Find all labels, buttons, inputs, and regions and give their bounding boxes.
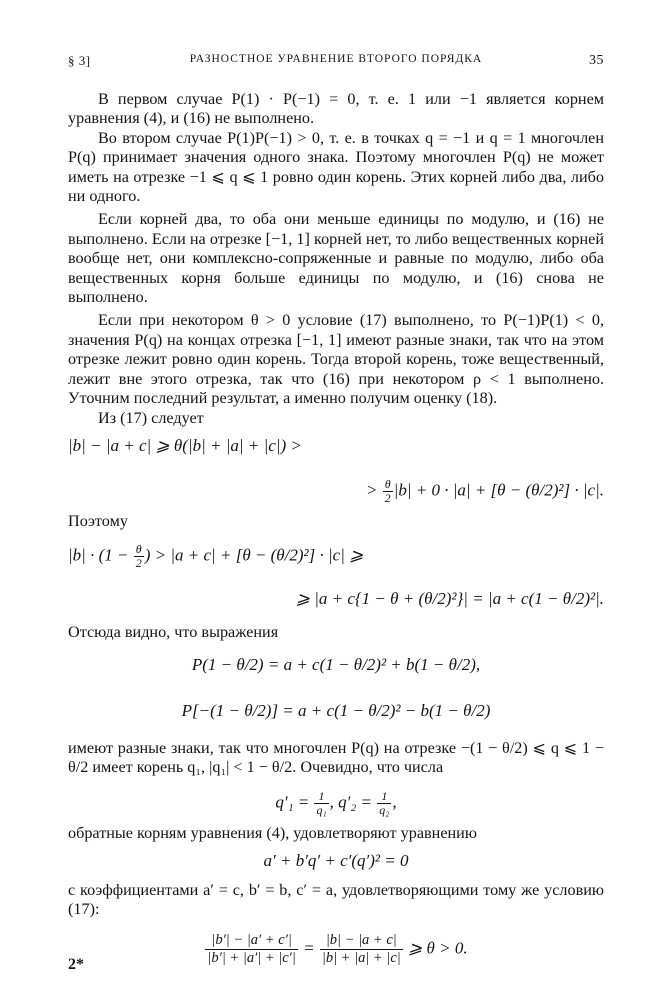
paragraph-8: имеют разные знаки, так что многочлен P(q) на отрезке −(1 − θ/2) ⩽ q ⩽ 1 − θ/2 имеет корень q₁, |q₁| < 1 − θ/2. Очевидно, что числа (68, 738, 604, 777)
paragraph-1: В первом случае P(1) · P(−1) = 0, т. е. 1 или −1 является корнем уравнения (4), и (16) не выполнено. (68, 90, 604, 128)
formula-6-text: a′ + b′q′ + c′(q′)² = 0 (263, 850, 409, 870)
running-title: РАЗНОСТНОЕ УРАВНЕНИЕ ВТОРОГО ПОРЯДКА (189, 53, 483, 65)
paragraph-9: обратные корням уравнения (4), удовлетворяют уравнению (68, 823, 477, 842)
fraction-unprimed: $\frac{|b| - |a + c|}{|b| + |a| + |c|}$ (321, 931, 401, 966)
section-mark: § 3] (68, 53, 91, 68)
formula-4 (68, 689, 604, 735)
formula-1-left: |b| − |a + c| ⩾ θ(|b| + |a| + |c|) > (68, 435, 302, 455)
formula-7 (68, 920, 604, 966)
formula-1-right: > $\frac{\theta}{2}$ |b| + 0 · |a| + [θ − (θ/2)²] · |c|. (365, 476, 604, 505)
formula-2-line-1 (68, 531, 604, 577)
formula-2-right: ⩾ |a + c{1 − θ + (θ/2)²}| = |a + c(1 − θ/2)²|. (295, 589, 604, 609)
paragraph-10: с коэффициентами a′ = c, b′ = b, c′ = a, удовлетворяющими тому же условию (17): (68, 880, 604, 919)
page-number: 35 (589, 53, 604, 68)
formula-2-line-2 (68, 577, 604, 623)
signature-mark: 2* (68, 956, 84, 973)
paragraph-4: Если при некотором θ > 0 условие (17) выполнено, то P(−1)P(1) < 0, значения P(q) на концах отрезка [−1, 1] имеют разные знаки, так что на этом отрезке лежит ровно один корень. Тогда второй корень, тоже вещественный, лежит вне этого отрезка, так что (16) при некотором ρ < 1 выполнено. Уточним последний результат, а именно получим оценку (18). (68, 311, 604, 408)
formula-4-text: P[−(1 − θ/2)] = a + c(1 − θ/2)² − b(1 − θ/2) (181, 700, 491, 720)
formula-3 (68, 643, 604, 689)
formula-5-text: q′₁ = $\frac{1}{\text{q₁}}$ , q′₂ = $\frac{1}{\text{q₂}}$ , (275, 788, 397, 817)
running-header (68, 53, 604, 73)
fraction-theta-half: $\frac{\theta}{2}$ (384, 476, 391, 505)
fraction-one-over-q1: $\frac{1}{\text{q₁}}$ (316, 788, 327, 817)
fraction-primed: $\frac{|b'| - |a' + c'|}{|b'| + |a'| + |c'|}$ (207, 931, 296, 966)
formula-1-line-1 (68, 428, 604, 466)
paragraph-7: Отсюда видно, что выражения (68, 623, 279, 642)
formula-5 (68, 778, 604, 824)
formula-7-text: $\frac{|b'| - |a' + c'|}{|b'| + |a'| + |c'|}$ = $\frac{|b| - |a + c|}{|b| + |a| + |c|}$ ⩾ θ > 0. (207, 931, 468, 966)
formula-3-text: P(1 − θ/2) = a + c(1 − θ/2)² + b(1 − θ/2), (191, 654, 481, 674)
paragraph-3: Если корней два, то оба они меньше единицы по модулю, и (16) не выполнено. Если на отрезке [−1, 1] корней нет, то либо вещественных корней вообще нет, они комплексно-сопряженные и равные по модулю, либо оба вещественных корня больше единицы по модулю, и (16) снова не выполнено. (68, 210, 604, 307)
fraction-one-over-q2: $\frac{1}{\text{q₂}}$ (379, 788, 390, 817)
fraction-theta-half: $\frac{\theta}{2}$ (135, 542, 142, 571)
paragraph-2: Во втором случае P(1)P(−1) > 0, т. е. в точках q = −1 и q = 1 многочлен P(q) принимает значения одного знака. Поэтому многочлен P(q) не может иметь на отрезке −1 ⩽ q ⩽ 1 ровно один корень. Этих корней либо два, либо ни одного. (68, 128, 604, 206)
formula-2-left: |b| · (1 − $\frac{\theta}{2}$ ) > |a + c| + [θ − (θ/2)²] · |c| ⩾ (68, 542, 364, 571)
formula-1-line-2 (68, 466, 604, 512)
paragraph-6: Поэтому (68, 511, 128, 530)
formula-6 (68, 843, 604, 881)
page-body (68, 90, 604, 966)
paragraph-5: Из (17) следует (98, 408, 204, 427)
